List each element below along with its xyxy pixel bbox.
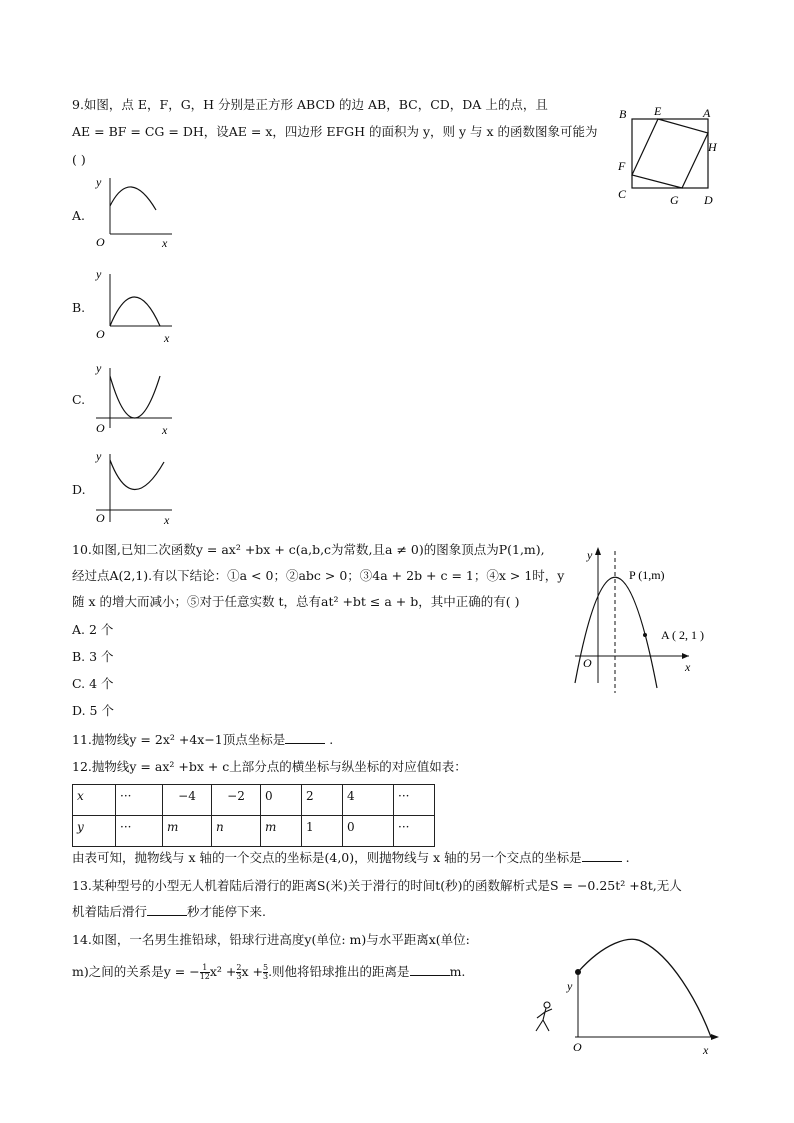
q10-graph-o: O	[583, 656, 592, 670]
q14-frac3-den: 3	[262, 972, 269, 981]
q14-blank[interactable]	[410, 963, 450, 976]
q12-intro: 12.抛物线y = ax² +bx + c上部分点的横坐标与纵坐标的对应值如表：	[72, 759, 467, 774]
table-cell: 2	[302, 785, 343, 816]
table-cell: y	[73, 816, 116, 847]
q14-line1: 14.如图，一名男生推铅球，铅球行进高度y(单位: m)与水平距离x(单位:	[72, 932, 470, 947]
q10-option-a: A. 2 个	[72, 622, 114, 637]
q11-blank[interactable]	[285, 731, 325, 744]
q14-line2-b: .则他将铅球推出的距离是	[268, 964, 410, 979]
q9-option-c-graph	[90, 356, 180, 436]
q13-line2-b: 秒才能停下来.	[187, 904, 266, 919]
table-cell: ···	[394, 785, 435, 816]
q14-line2-a: m)之间的关系是y = −	[72, 964, 200, 979]
q14-mid1: x² +	[209, 964, 237, 979]
q11-line	[72, 730, 333, 750]
q12-after	[72, 848, 630, 868]
q9-line1: 9.如图，点 E，F，G，H 分别是正方形 ABCD 的边 AB，BC，CD，DA 上的点，且	[72, 97, 548, 112]
q12-end: .	[625, 850, 630, 865]
opt-d-y: y	[96, 449, 102, 463]
table-cell: ···	[116, 785, 163, 816]
q9-option-d-label: D.	[72, 482, 86, 497]
opt-a-y: y	[96, 175, 102, 189]
q10-graph-p: P (1,m)	[629, 568, 665, 582]
q14-frac3-num: 5	[262, 963, 269, 972]
q14-frac1	[200, 964, 210, 981]
q13-line2	[72, 902, 266, 922]
table-cell: m	[163, 816, 212, 847]
opt-a-x: x	[162, 236, 168, 250]
q14-line2	[72, 962, 465, 982]
q11-text: 11.抛物线y = 2x² +4x−1顶点坐标是	[72, 732, 286, 747]
table-cell: ···	[116, 816, 163, 847]
opt-c-y: y	[96, 361, 102, 375]
opt-c-x: x	[162, 423, 168, 436]
table-cell: ···	[394, 816, 435, 847]
q10-line1: 10.如图,已知二次函数y = ax² +bx + c(a,b,c为常数,且a ≠ 0)的图象顶点为P(1,m),	[72, 542, 545, 557]
square-label-h: H	[708, 140, 717, 154]
square-label-b: B	[619, 107, 627, 121]
stick-figure-icon	[536, 1002, 552, 1031]
table-cell: −4	[163, 785, 212, 816]
q9-option-d-graph	[90, 446, 180, 528]
q10-graph-y: y	[587, 548, 593, 562]
q14-graph-x: x	[703, 1043, 709, 1057]
opt-d-o: O	[96, 511, 105, 525]
square-label-c: C	[618, 187, 627, 201]
q9-option-b-graph	[90, 264, 180, 344]
q12-after-text: 由表可知，抛物线与 x 轴的一个交点的坐标是(4,0)，则抛物线与 x 轴的另一个交点的坐标是	[72, 850, 582, 865]
table-cell: m	[261, 816, 302, 847]
table-cell: n	[212, 816, 261, 847]
q11-end: .	[329, 732, 334, 747]
q14-frac2-num: 2	[236, 963, 242, 972]
q10-option-b: B. 3 个	[72, 649, 114, 664]
q12-value-table	[72, 784, 435, 847]
q10-option-c: C. 4 个	[72, 676, 114, 691]
q13-line2-a: 机着陆后滑行	[72, 904, 148, 919]
q10-parabola-graph	[565, 543, 725, 693]
q10-option-d: D. 5 个	[72, 703, 114, 718]
opt-b-o: O	[96, 327, 105, 341]
table-cell: −2	[212, 785, 261, 816]
table-cell: 0	[343, 816, 394, 847]
q13-line1: 13.某种型号的小型无人机着陆后滑行的距离S(米)关于滑行的时间t(秒)的函数解析式是S = −0.25t² +8t,无人	[72, 878, 682, 893]
square-label-a: A	[703, 106, 711, 120]
table-cell: 4	[343, 785, 394, 816]
table-row	[73, 785, 435, 816]
q9-option-a-graph	[90, 172, 180, 252]
table-row	[73, 816, 435, 847]
q9-option-c-label: C.	[72, 392, 86, 407]
q9-option-b-label: B.	[72, 300, 86, 315]
square-label-d: D	[704, 193, 713, 207]
q10-graph-x: x	[685, 660, 691, 674]
table-cell: x	[73, 785, 116, 816]
q14-line2-c: m.	[449, 964, 466, 979]
q10-graph-a: A ( 2, 1 )	[661, 628, 704, 642]
q14-shotput-graph	[525, 930, 730, 1060]
table-cell: 1	[302, 816, 343, 847]
q10-line2: 经过点A(2,1).有以下结论：①a < 0；②abc > 0；③4a + 2b + c = 1；④x > 1时，y	[72, 568, 565, 583]
q12-blank[interactable]	[582, 849, 622, 862]
q14-frac1-num: 1	[200, 964, 210, 973]
q14-frac2-den: 3	[236, 972, 242, 981]
opt-c-o: O	[96, 421, 105, 435]
square-label-g: G	[670, 193, 679, 207]
q13-blank[interactable]	[147, 903, 187, 916]
q14-graph-o: O	[573, 1040, 582, 1054]
q9-line3: ( )	[72, 152, 86, 167]
q9-option-a-label: A.	[72, 208, 86, 223]
q14-mid2: x +	[241, 964, 263, 979]
table-cell: 0	[261, 785, 302, 816]
opt-b-y: y	[96, 267, 102, 281]
q14-frac1-den: 12	[199, 972, 210, 981]
square-label-e: E	[654, 104, 662, 118]
q9-line2: AE = BF = CG = DH，设AE = x，四边形 EFGH 的面积为 y，则 y 与 x 的函数图象可能为	[72, 124, 598, 139]
opt-a-o: O	[96, 235, 105, 249]
opt-d-x: x	[164, 513, 170, 527]
q14-graph-y: y	[567, 979, 573, 993]
q10-line3: 随 x 的增大而减小；⑤对于任意实数 t，总有at² +bt ≤ a + b，其中正确的有( )	[72, 594, 520, 609]
q9-square-figure	[612, 100, 727, 210]
opt-b-x: x	[164, 331, 170, 344]
square-label-f: F	[618, 159, 626, 173]
